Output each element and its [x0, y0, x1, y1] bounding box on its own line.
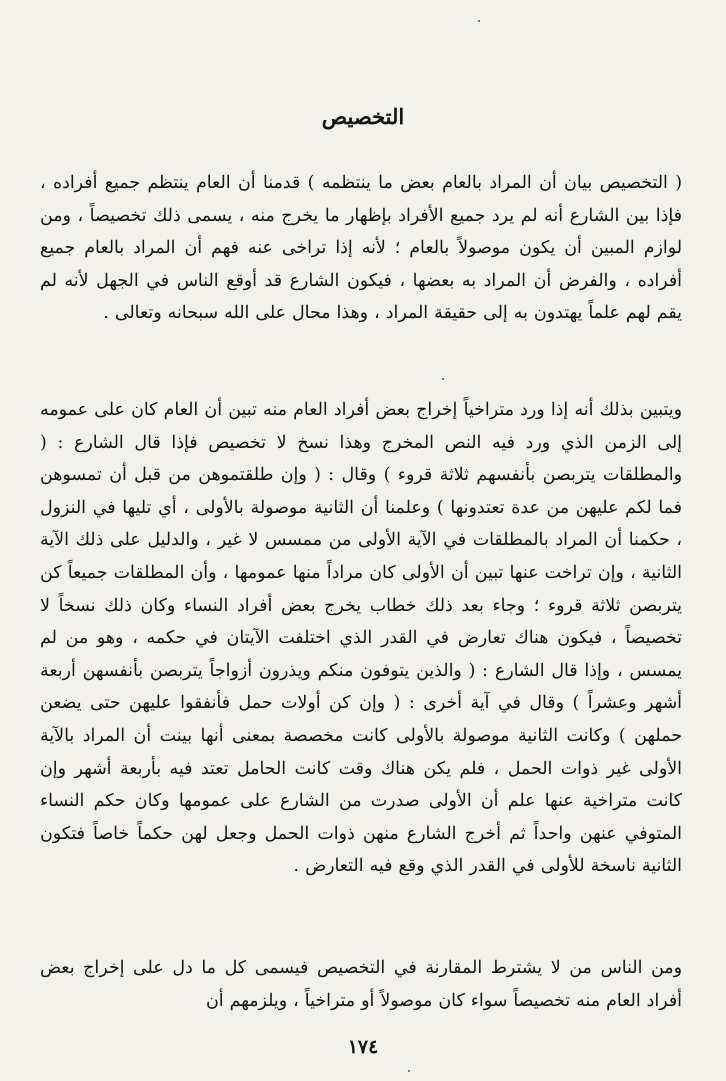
paragraph-continuation: ومن الناس من لا يشترط المقارنة في التخصيص فيسمى كل ما دل على إخراج بعض أفراد العام منه تخصيصاً سواء كان موصولاً أو متراخياً ، ويلزمهم أن [40, 958, 682, 1011]
scan-speck-top [478, 20, 480, 22]
page-title: التخصيص [321, 104, 405, 129]
scan-speck-bottom [408, 1070, 410, 1072]
paragraph-definition: ( التخصيص بيان أن المراد بالعام بعض ما ينتظمه ) قدمنا أن العام ينتظم جميع أفراده ، فإذا بين الشارع أنه لم يرد جميع الأفراد بإظهار ما يخرج منه ، يسمى ذلك تخصيصاً ، ومن لوازم المبين أن يكون موصولاً بالعام ؛ لأنه إذا تراخى عنه فهم أن المراد بالعام جميع أفراده ، والفرض أن المراد به بعضها ، فيكون الشارع قد أوقع الناس في الجهل لأنه لم يقم لهم علماً يهتدون به إلى حقيقة المراد ، وهذا محال على الله سبحانه وتعالى . [40, 173, 682, 324]
scan-speck-middle [442, 378, 444, 380]
page-number: ١٧٤ [347, 1036, 379, 1058]
paragraph-examples: ويتبين بذلك أنه إذا ورد متراخياً إخراج بعض أفراد العام منه تبين أن العام كان على عمومه إلى الزمن الذي ورد فيه النص المخرج وهذا نسخ لا تخصيص فإذا قال الشارع : ( والمطلقات يتربصن بأنفسهم ثلاثة قروء ) وقال : ( وإن طلقتموهن من قبل أن تمسوهن فما لكم عليهن من عدة تعتدونها ) وعلمنا أن الثانية موصولة بالأولى ، أي تليها في النزول ، حكمنا أن المراد بالمطلقات في الآية الأولى من ممسس لا غير ، والدليل على ذلك الآية الثانية ، وإن تراخت عنها تبين أن الأولى كان مراداً منها عمومها ، وأن المطلقات جميعاً كن يتربصن ثلاثة قروء ؛ وجاء بعد ذلك خطاب يخرج بعض أفراد النساء وكان ذلك نسخاً لا تخصيصاً ، فيكون هناك تعارض في القدر الذي اختلفت الآيتان في حكمه ، وهو من لم يمسس ، وإذا قال الشارع : ( والذين يتوفون منكم ويذرون أزواجاً يتربصن بأنفسهن أربعة أشهر وعشراً ) وقال في آية أخرى : ( وإن كن أولات حمل فأنفقوا عليهن حتى يضعن حملهن ) وكانت الثانية موصولة بالأولى كانت مخصصة بمعنى أنها بينت أن المراد بالآية الأولى غير ذوات الحمل ، فلم يكن هناك وقت كانت الحامل تعتد فيه بأربعة أشهر وإن كانت متراخية عنها علم أن الأولى صدرت من الشارع على عمومها وكان حكم النساء المتوفي عنهن واحداً ثم أخرج الشارع منهن ذوات الحمل وجعل لهن حكماً خاصاً فتكون الثانية ناسخة للأولى في القدر الذي وقع فيه التعارض . [40, 400, 682, 877]
